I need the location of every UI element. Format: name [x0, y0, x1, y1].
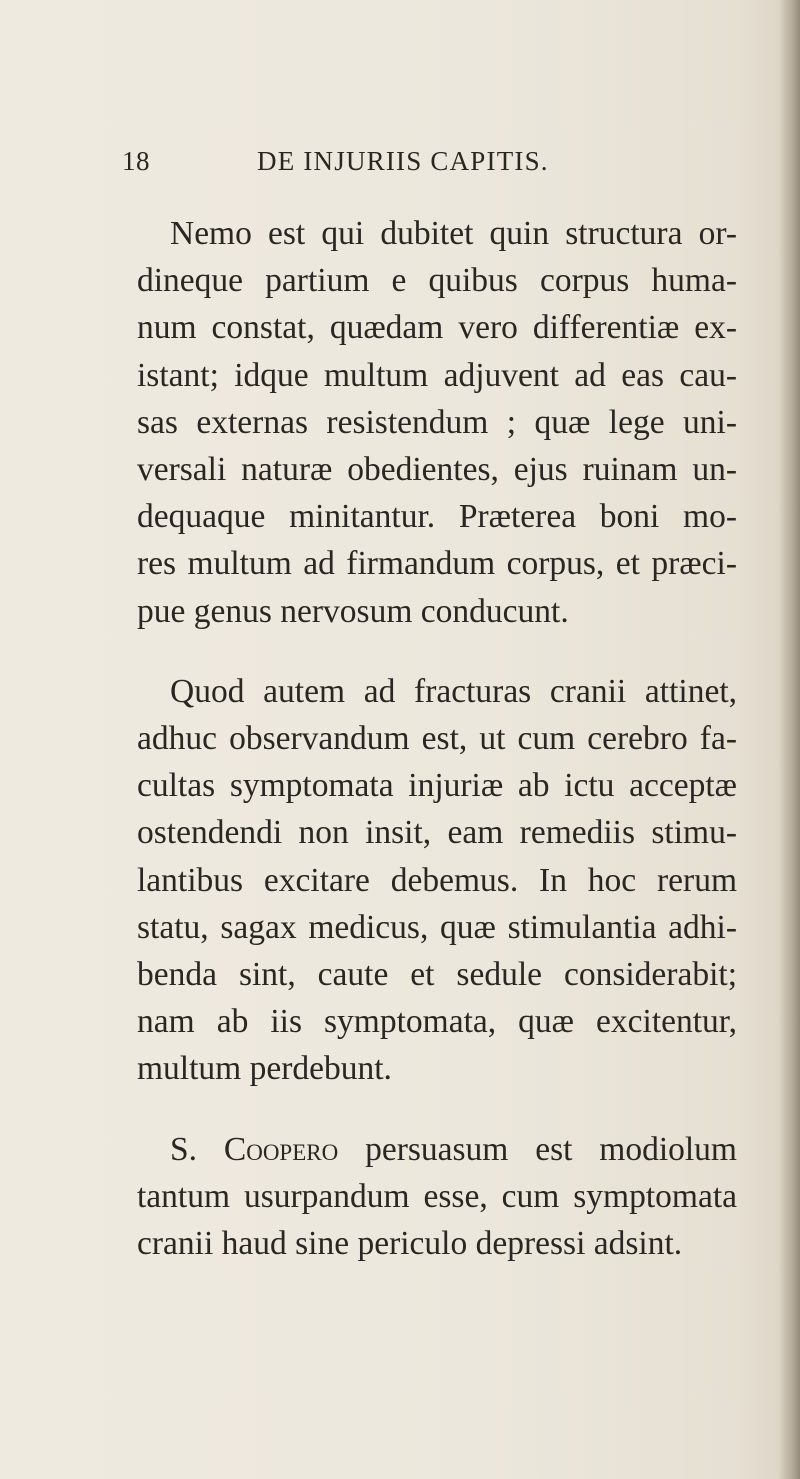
page-edge-shadow: [778, 0, 800, 1479]
text-line: sas externas resistendum ; quæ lege uni-: [137, 403, 737, 441]
text-line: ostendendi non insit, eam remediis stimu-: [137, 814, 737, 852]
page-number: 18: [122, 146, 150, 176]
line-rest: persuasum est modiolum: [338, 1130, 737, 1168]
name-prefix: S.: [170, 1130, 224, 1168]
text-line: adhuc observandum est, ut cum cerebro fa-: [137, 720, 737, 758]
text-line: multum perdebunt.: [137, 1050, 392, 1088]
text-line: res multum ad firmandum corpus, et præci-: [137, 545, 737, 583]
text-line: dineque partium e quibus corpus huma-: [137, 262, 737, 300]
text-line: Nemo est qui dubitet quin structura or-: [170, 215, 737, 252]
text-line: nam ab iis symptomata, quæ excitentur,: [137, 1003, 737, 1041]
text-line: benda sint, caute et sedule considerabit;: [137, 956, 737, 994]
text-line: num constat, quædam vero differentiæ ex-: [137, 309, 737, 347]
paragraph-1: [137, 210, 737, 635]
text-line: [137, 1126, 737, 1173]
text-line: tantum usurpandum esse, cum symptomata: [137, 1177, 737, 1215]
text-line: lantibus excitare debemus. In hoc rerum: [137, 861, 737, 899]
text-line: Quod autem ad fracturas cranii attinet,: [170, 672, 737, 710]
text-line: versali naturæ obedientes, ejus ruinam un-: [137, 451, 737, 489]
text-line: istant; idque multum adjuvent ad eas cau-: [137, 356, 737, 394]
running-head: [122, 146, 722, 186]
author-name: Coopero: [223, 1130, 339, 1168]
running-title: DE INJURIIS CAPITIS.: [257, 146, 549, 176]
text-line: cranii haud sine periculo depressi adsint.: [137, 1225, 683, 1263]
paragraph-2: [137, 668, 737, 1093]
text-line: dequaque minitantur. Præterea boni mo-: [137, 498, 737, 536]
paragraph-3: [137, 1126, 737, 1268]
text-line: statu, sagax medicus, quæ stimulantia adhi-: [137, 908, 737, 946]
body-text: [137, 210, 737, 1267]
text-line: cultas symptomata injuriæ ab ictu acceptæ: [137, 767, 737, 805]
text-line: pue genus nervosum conducunt.: [137, 592, 569, 630]
